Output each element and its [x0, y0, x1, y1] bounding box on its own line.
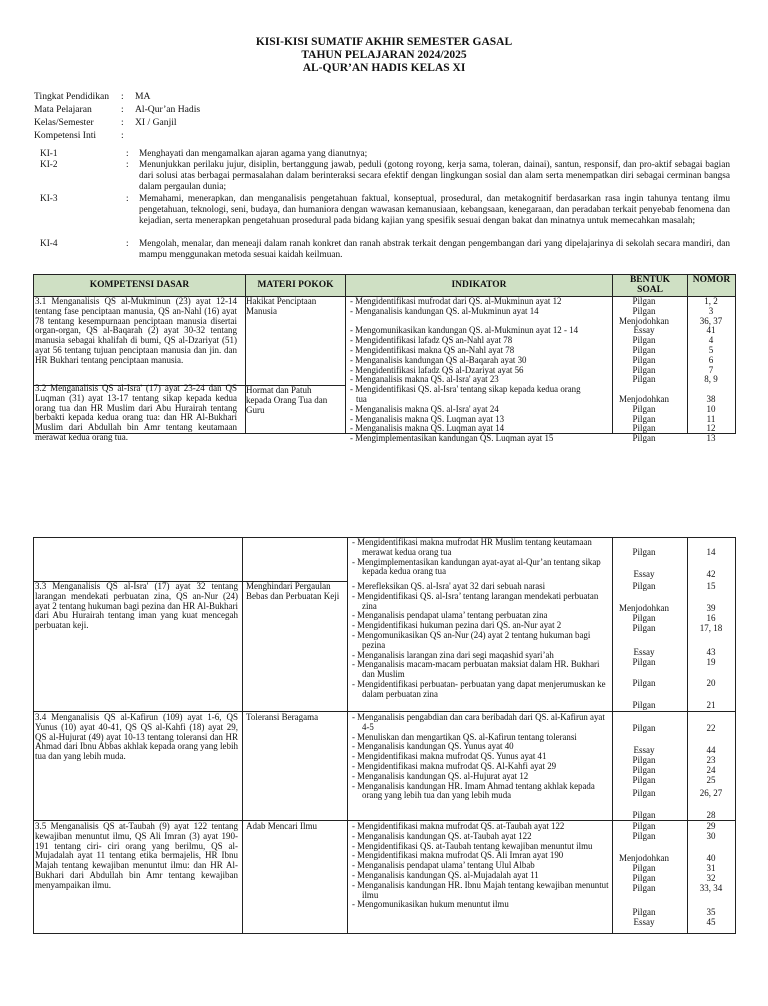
bentuk-soal: Pilgan	[632, 413, 656, 424]
indicator-item: - Mengidentifikasi QS. al-Isra’ tentang larangan mendekati perbuatan zina	[352, 590, 599, 611]
nomor-soal: 22	[706, 723, 716, 733]
nomor-soal: 14	[706, 547, 716, 557]
bentuk-soal: Menjodohkan	[619, 315, 669, 326]
indicator-item: - Menganalisis pengabdian dan cara beribadah dari QS. al-Kafirun ayat 4-5	[352, 712, 605, 732]
bentuk-soal: Pilgan	[632, 755, 656, 765]
nomor-soal: 12	[706, 423, 716, 434]
meta-row: Kelas/Semester : XI / Ganjil	[34, 117, 177, 128]
nomor-list-p1	[680, 297, 742, 444]
indicator-item: - Menganalisis kandungan QS. Yunus ayat 40	[352, 741, 514, 752]
indicator-item: - Menganalisis kandungan QS. at-Taubah ayat 122	[352, 830, 532, 841]
nomor-soal: 5	[708, 344, 714, 355]
bentuk-soal: Pilgan	[632, 657, 656, 667]
ki-item: KI-3 : Memahami, menerapkan, dan menganalisis pengetahuan faktual, konseptual, prosedural, dan metakognitif berdasarkan rasa ingin tahunya tentang ilmu pengetahuan, teknologi, seni, budaya, dan humaniora dengan wawasan kemanusiaan, kebangsaan, kenegaraan, dan peradaban terkait penyebab fenomena dan kejadian, serta menerapkan pengetahuan prosedural pada bidang kajian yang spesifik sesuai dengan bakat dan minatnya untuk memecahkan masalah;	[40, 194, 730, 227]
indicator-item: - Mengidentifikasi mufrodat dari QS. al-Mukminun ayat 12	[350, 296, 562, 306]
bentuk-soal: Pilgan	[632, 775, 656, 785]
meta-row: Mata Pelajaran : Al-Qur’an Hadis	[34, 104, 201, 115]
materi-pokok-3-1: Hakikat Penciptaan Manusia	[246, 296, 317, 316]
doc-title-line-3: AL-QUR’AN HADIS KELAS XI	[302, 62, 466, 74]
indicator-item: - Merefleksikan QS. al-Isra' ayat 32 dari sebuah narasi	[352, 581, 546, 591]
nomor-soal: 36, 37	[699, 315, 723, 326]
meta-label: Kompetensi Inti	[34, 130, 97, 141]
meta-value: Al-Qur’an Hadis	[135, 104, 201, 115]
indicator-item: - Mengomunikasikan kandungan QS. al-Mukminun ayat 12 - 14	[350, 325, 579, 336]
nomor-soal: 39	[706, 603, 716, 613]
bentuk-soal: Pilgan	[632, 613, 656, 623]
indicator-item: - Menganalisis makna QS. al-Isra' ayat 23	[350, 374, 499, 385]
bentuk-soal: Pilgan	[632, 883, 656, 893]
meta-label: Mata Pelajaran	[34, 104, 92, 115]
bentuk-soal: Pilgan	[632, 581, 656, 591]
meta-label: Tingkat Pendidikan	[34, 91, 110, 102]
indicator-item: - Mengidentifikasi hukuman pezina dari QS. an-Nur ayat 2	[352, 620, 562, 631]
nomor-soal: 4	[708, 335, 714, 346]
nomor-soal: 10	[706, 403, 716, 414]
ki-item: KI-1 : Menghayati dan mengamalkan ajaran agama yang dianutnya;	[40, 149, 730, 160]
indicator-list-3-4	[352, 713, 614, 801]
nomor-soal: 45	[706, 917, 716, 927]
nomor-soal: 1, 2	[704, 296, 718, 306]
indicator-item: - Menganalisis larangan zina dari segi maqashid syari’ah	[352, 649, 554, 660]
bentuk-soal: Pilgan	[632, 863, 656, 873]
ki-text: Menghayati dan mengamalkan ajaran agama yang dianutnya;	[139, 149, 368, 159]
indicator-item: - Mengidentifikasi makna QS an-Nahl ayat 78	[350, 344, 515, 355]
ki-text: Memahami, menerapkan, dan menganalisis pengetahuan faktual, konseptual, prosedural, dan metakognitif berdasarkan rasa ingin tahunya tentang ilmu pengetahuan, teknologi, seni, budaya, dan humaniora dengan wawasan kemanusiaan, kebangsaan, kenegaraan, dan peradaban terkait penyebab fenomena dan kejadian, serta menerapkan pengetahuan prosedural pada bidang kajian yang spesifik sesuai dengan bakat dan minatnya untuk memecahkan masalah;	[139, 194, 730, 227]
nomor-soal: 41	[706, 325, 716, 336]
nomor-soal: 6	[708, 354, 714, 365]
nomor-soal: 32	[706, 873, 716, 883]
indicator-item: - Menganalisis kandungan HR. Imam Ahmad tentang akhlak kepada orang yang lebih tua dan yang lebih muda	[352, 780, 595, 801]
indicator-item: - Menganalisis kandungan QS al-Baqarah ayat 30	[350, 354, 527, 365]
indicator-item: - Menganalisis pendapat ulama’ tentang perbuatan zina	[352, 610, 548, 621]
nomor-soal: 13	[706, 433, 716, 444]
bentuk-soal: Menjodohkan	[619, 393, 669, 404]
indicator-item: - Mengidentifikasi makna mufrodat QS. at-Taubah ayat 122	[352, 821, 565, 831]
nomor-soal: 3	[708, 305, 714, 316]
bentuk-soal: Pilgan	[632, 810, 656, 820]
bentuk-soal: Pilgan	[632, 374, 656, 385]
indicator-item: - Menganalisis macam-macam perbuatan maksiat dalam HR. Bukhari dan Muslim	[352, 659, 600, 680]
nomor-soal: 29	[706, 821, 716, 831]
bentuk-soal: Pilgan	[632, 765, 656, 775]
nomor-soal: 11	[706, 413, 716, 424]
bentuk-soal: Essay	[633, 917, 655, 927]
bentuk-soal: Pilgan	[632, 907, 656, 917]
bentuk-soal: Pilgan	[632, 344, 656, 355]
indicator-list-p2-top	[352, 538, 614, 577]
indicator-item: - Mengimplementasikan kandungan QS. Luqman ayat 15	[350, 433, 554, 444]
nomor-soal: 25	[706, 775, 716, 785]
bentuk-soal: Pilgan	[632, 831, 656, 841]
indicator-item: - Mengimplementasikan kandungan ayat-ayat al-Qur’an tentang sikap kepada kedua orang tua	[352, 556, 601, 577]
bentuk-soal: Pilgan	[632, 305, 656, 316]
bentuk-soal: Essay	[633, 325, 655, 336]
meta-row: Tingkat Pendidikan : MA	[34, 91, 151, 102]
bentuk-soal-list-p1	[613, 297, 675, 444]
nomor-soal: 19	[706, 657, 716, 667]
kd-3-5: 3.5 Menganalisis QS at-Taubah (9) ayat 122 tentang kewajiban menuntut ilmu, QS Ali Imran (3) ayat 190-191 tentang ciri- ciri orang yang berilmu, QS al-Mujadalah ayat 11 tentang etika bermajelis, HR Ibnu Majah tentang kewajiban menuntut ilmu: dan HR Al-Bukhari dari Abdullah bin Amr tentang kewajiban menyampaikan ilmu.	[35, 821, 238, 890]
indicator-item: - Menganalisis kandungan QS. al-Mujadalah ayat 11	[352, 869, 539, 880]
meta-label: Kelas/Semester	[34, 117, 94, 128]
bentuk-soal: Pilgan	[632, 723, 656, 733]
bentuk-soal: Essay	[633, 569, 655, 579]
ki-item: KI-4 : Mengolah, menalar, dan meneaji dalam ranah konkret dan ranah abstrak terkait dengan pengembangan dari yang dipelajarinya di sekolah secara mandiri, dan mampu menggunakan metoda sesuai kaidah keilmuan.	[40, 239, 730, 261]
indicator-list-p1	[350, 297, 612, 444]
nomor-soal: 7	[708, 364, 714, 375]
indicator-item: - Mengidentifikasi makna mufrodat QS. Yunus ayat 41	[352, 751, 547, 762]
bentuk-soal: Pilgan	[632, 296, 656, 306]
kd-3-2: 3.2 Menganalisis QS al-Isra' (17) ayat 23-24 dan QS Luqman (31) ayat 13-17 tentang sikap kepada kedua orang tua dan HR Muslim dari Abu Hurairah tentang berbakti kepada kedua orang tua: dan HR Al-Bukhari Muslim dari Abdullah bin Amr tentang keutamaan merawat kedua orang tua.	[35, 383, 237, 442]
bentuk-soal: Pilgan	[632, 423, 656, 434]
ki-code: KI-1	[40, 149, 58, 159]
kd-3-3: 3.3 Menganalisis QS al-Isra' (17) ayat 32 tentang larangan mendekati perbuatan zina, QS an-Nur (24) ayat 2 tentang hukuman bagi pezina dan HR Al-Bukhari dari Abu Hurairah tentang iman yang kuat mencegah perbuatan keji.	[35, 581, 238, 631]
indicator-item: - Mengidentifikasi QS. al-Isra' tentang sikap kepada kedua orang	[350, 384, 581, 395]
ki-code: KI-2	[40, 160, 58, 170]
indicator-item: tua	[356, 393, 367, 404]
bentuk-soal: Menjodohkan	[619, 603, 669, 613]
ki-code: KI-3	[40, 194, 58, 204]
materi-pokok-3-3: Menghindari Pergaulan Bebas dan Perbuatan Keji	[246, 581, 340, 601]
nomor-soal: 28	[706, 810, 716, 820]
indicator-item: - Mengidentifikasi QS. at-Taubah tentang kewajiban menuntut ilmu	[352, 840, 593, 851]
bentuk-soal: Pilgan	[632, 354, 656, 365]
nomor-soal: 44	[706, 745, 716, 755]
indicator-item: - Mengomunikasikan QS an-Nur (24) ayat 2 tentang hukuman bagi pezina	[352, 629, 591, 650]
nomor-soal: 17, 18	[699, 623, 723, 633]
nomor-soal: 43	[706, 647, 716, 657]
bentuk-soal: Pilgan	[632, 821, 656, 831]
kd-3-4: 3.4 Menganalisis QS al-Kafirun (109) ayat 1-6, QS Yunus (10) ayat 40-41, QS QS al-Kahfi (18) ayat 29, QS al-Hujurat (49) ayat 10-13 tentang toleransi dan HR Ahmad dari Ibnu Abbas akhlak kepada orang yang lebih tua dan yang lebih muda.	[35, 712, 238, 762]
ki-text: Mengolah, menalar, dan meneaji dalam ranah konkret dan ranah abstrak terkait dengan pengembangan dari yang dipelajarinya di sekolah secara mandiri, dan mampu menggunakan metoda sesuai kaidah keilmuan.	[139, 239, 730, 261]
nomor-soal: 16	[706, 613, 716, 623]
bentuk-soal: Menjodohkan	[619, 853, 669, 863]
header-bentuk-soal: BENTUK SOAL	[629, 275, 671, 295]
nomor-soal: 40	[706, 853, 716, 863]
doc-title-line-2: TAHUN PELAJARAN 2024/2025	[301, 49, 467, 61]
indicator-item: - Menganalisis makna QS. Luqman ayat 14	[350, 423, 505, 434]
bentuk-soal: Pilgan	[632, 364, 656, 375]
indicator-item: - Mengidentifikasi lafadz QS al-Dzariyat ayat 56	[350, 364, 524, 375]
bentuk-soal: Pilgan	[632, 623, 656, 633]
bentuk-soal: Pilgan	[632, 433, 656, 444]
indicator-item: - Mengidentifikasi perbuatan- perbuatan yang dapat menjerumuskan ke dalam perbuatan zina	[352, 678, 606, 699]
nomor-soal: 8, 9	[704, 374, 718, 385]
nomor-soal: 21	[706, 700, 716, 710]
bentuk-soal: Pilgan	[632, 547, 656, 557]
indicator-item: - Mengidentifikasi makna mufrodat HR Muslim tentang keutamaan merawat kedua orang tua	[352, 537, 592, 557]
indicator-item: - Mengomunikasikan hukum menuntut ilmu	[352, 899, 509, 910]
nomor-soal: 31	[706, 863, 716, 873]
bentuk-soal: Pilgan	[632, 700, 656, 710]
indicator-item: - Mengidentifikasi makna mufrodat QS. Ali Imran ayat 190	[352, 850, 564, 861]
ki-text: Menunjukkan perilaku jujur, disiplin, bertanggung jawab, peduli (gotong royong, kerja sama, toleran, dainai), santun, responsif, dan pro-aktif sebagai bagian dari solusi atas berbagai permasalahan dalam berinteraksi secara efektif dengan lingkungan sosial dan alam serta menempatkan diri sebagai cerminan bangsa dalam pergaulan dunia;	[139, 160, 730, 193]
ki-code: KI-4	[40, 239, 58, 249]
nomor-soal: 33, 34	[699, 883, 723, 893]
bentuk-soal: Pilgan	[632, 403, 656, 414]
bentuk-soal: Pilgan	[632, 678, 656, 688]
meta-value: XI / Ganjil	[135, 117, 177, 128]
nomor-soal: 42	[706, 569, 716, 579]
materi-pokok-3-5: Adab Mencari Ilmu	[246, 821, 317, 831]
indicator-item: - Mengidentifikasi lafadz QS an-Nahl ayat 78	[350, 335, 513, 346]
bentuk-soal: Essay	[633, 745, 655, 755]
materi-pokok-3-2: Hormat dan Patuh kepada Orang Tua dan Guru	[246, 385, 328, 415]
kd-3-1: 3.1 Menganalisis QS al-Mukminun (23) ayat 12-14 tentang fase penciptaan manusia, QS an-Nahl (16) ayat 78 tentang kesempurnaan penciptaan manusia disertai organ-organ, QS al-Baqarah (2) ayat 30-32 tentang manusia sebagai khalifah di bumi, QS al-Dzariyat (51) ayat 56 tentang tujuan penciptaan manusia dan jin. dan HR Bukhari tentang penciptaan manusia.	[35, 296, 237, 365]
indicator-item: - Menganalisis makna QS. Luqman ayat 13	[350, 413, 505, 424]
indicator-list-3-3	[352, 582, 614, 700]
doc-title-line-1: KISI-KISI SUMATIF AKHIR SEMESTER GASAL	[255, 36, 513, 48]
indicator-item: - Menganalisis pendapat ulama’ tentang Ulul Albab	[352, 860, 535, 871]
nomor-soal: 26, 27	[699, 788, 723, 798]
bentuk-soal: Pilgan	[632, 873, 656, 883]
nomor-soal: 20	[706, 678, 716, 688]
indicator-item: - Menuliskan dan mengartikan QS. al-Kafirun tentang toleransi	[352, 731, 577, 742]
ki-item: KI-2 : Menunjukkan perilaku jujur, disiplin, bertanggung jawab, peduli (gotong royong, kerja sama, toleran, dainai), santun, responsif, dan pro-aktif sebagai bagian dari solusi atas berbagai permasalahan dalam berinteraksi secara efektif dengan lingkungan sosial dan alam serta menempatkan diri sebagai cerminan bangsa dalam pergaulan dunia;	[40, 160, 730, 193]
header-indikator: INDIKATOR	[451, 280, 507, 290]
bentuk-soal: Pilgan	[632, 335, 656, 346]
nomor-soal: 35	[706, 907, 716, 917]
nomor-soal: 24	[706, 765, 716, 775]
header-kompetensi-dasar: KOMPETENSI DASAR	[89, 280, 190, 290]
materi-pokok-3-4: Toleransi Beragama	[246, 712, 319, 722]
indicator-item: - Menganalisis makna QS. al-Isra' ayat 24	[350, 403, 499, 414]
indicator-item: - Menganalisis kandungan QS. al-Hujurat ayat 12	[352, 770, 529, 781]
nomor-soal: 23	[706, 755, 716, 765]
nomor-soal: 30	[706, 831, 716, 841]
indicator-item: - Mengidentifikasi makna mufrodat QS. Al-Kahfi ayat 29	[352, 760, 557, 771]
header-materi-pokok: MATERI POKOK	[257, 280, 334, 290]
bentuk-soal: Pilgan	[632, 788, 656, 798]
bentuk-soal: Essay	[633, 647, 655, 657]
indicator-item: - Menganalisis kandungan HR. Ibnu Majah tentang kewajiban menuntut ilmu	[352, 879, 609, 900]
nomor-soal: 38	[706, 393, 716, 404]
header-nomor: NOMOR	[692, 275, 731, 285]
nomor-soal: 15	[706, 581, 716, 591]
meta-value: MA	[135, 91, 151, 102]
indicator-list-3-5	[352, 822, 614, 910]
indicator-item: - Menganalisis kandungan QS. al-Mukminun ayat 14	[350, 305, 539, 316]
meta-row: Kompetensi Inti :	[34, 130, 124, 141]
